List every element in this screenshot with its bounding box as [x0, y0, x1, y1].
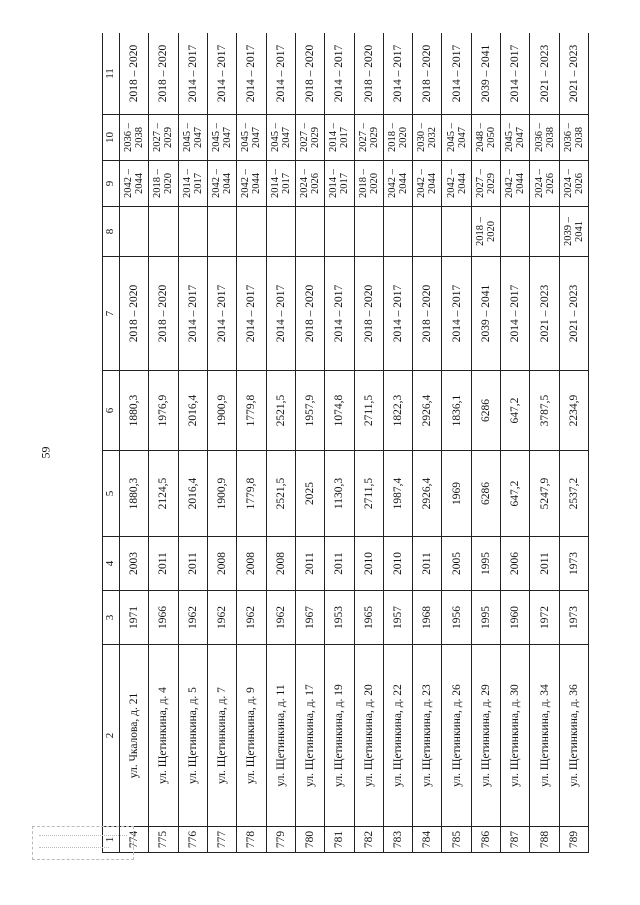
table-row: [149, 33, 178, 853]
cell-c11: 2018 – 2020: [295, 33, 324, 115]
cell-addr: ул. Щетинкина, д. 22: [383, 645, 412, 827]
cell-c7: 2018 – 2020: [295, 257, 324, 371]
cell-c11: 2014 – 2017: [266, 33, 295, 115]
cell-c6: 2234,9: [559, 371, 588, 451]
cell-c11: 2014 – 2017: [178, 33, 207, 115]
cell-c5: 1130,3: [325, 451, 354, 537]
cell-n: 777: [207, 827, 236, 853]
table-row: [442, 33, 471, 853]
cell-c8: [501, 207, 530, 257]
cell-c10: 2045 – 2047: [266, 115, 295, 161]
housing-table: [102, 33, 589, 853]
cell-c3: 1953: [325, 591, 354, 645]
cell-c8: [237, 207, 266, 257]
cell-c3: 1962: [178, 591, 207, 645]
cell-c10: 2030 – 2032: [413, 115, 442, 161]
cell-addr: ул. Щетинкина, д. 26: [442, 645, 471, 827]
cell-c6: 3787,5: [530, 371, 559, 451]
cell-c4: 2011: [295, 537, 324, 591]
cell-c8: [383, 207, 412, 257]
cell-addr: ул. Щетинкина, д. 9: [237, 645, 266, 827]
cell-c8: [178, 207, 207, 257]
cell-c3: 1966: [149, 591, 178, 645]
cell-c3: 1957: [383, 591, 412, 645]
cell-n: 774: [120, 827, 149, 853]
cell-c6: 647,2: [501, 371, 530, 451]
cell-c6: 1880,3: [120, 371, 149, 451]
cell-c9: 2042 – 2044: [237, 161, 266, 207]
cell-c5: 1987,4: [383, 451, 412, 537]
cell-c8: [442, 207, 471, 257]
cell-c3: 1995: [471, 591, 500, 645]
cell-c10: 2045 – 2047: [207, 115, 236, 161]
table-row: [559, 33, 588, 853]
cell-c4: 2005: [442, 537, 471, 591]
column-header: 9: [103, 161, 120, 207]
cell-n: 784: [413, 827, 442, 853]
cell-c9: 2042 – 2044: [120, 161, 149, 207]
cell-c7: 2014 – 2017: [383, 257, 412, 371]
cell-c4: 2008: [266, 537, 295, 591]
cell-c6: 2926,4: [413, 371, 442, 451]
column-header: 6: [103, 371, 120, 451]
cell-c5: 2926,4: [413, 451, 442, 537]
cell-c6: 1976,9: [149, 371, 178, 451]
cell-c4: 2006: [501, 537, 530, 591]
cell-addr: ул. Щетинкина, д. 36: [559, 645, 588, 827]
cell-c6: 1779,8: [237, 371, 266, 451]
cell-c7: 2014 – 2017: [266, 257, 295, 371]
cell-n: 775: [149, 827, 178, 853]
cell-c11: 2039 – 2041: [471, 33, 500, 115]
header-row: [103, 33, 120, 853]
table-row: [354, 33, 383, 853]
cell-c8: [295, 207, 324, 257]
cell-c3: 1956: [442, 591, 471, 645]
cell-c10: 2045 – 2047: [237, 115, 266, 161]
table-row: [266, 33, 295, 853]
cell-c11: 2021 – 2023: [530, 33, 559, 115]
corner-stamp: [32, 826, 134, 860]
cell-c4: 1973: [559, 537, 588, 591]
cell-c7: 2014 – 2017: [442, 257, 471, 371]
cell-c5: 1880,3: [120, 451, 149, 537]
cell-c11: 2014 – 2017: [383, 33, 412, 115]
cell-c6: 1900,9: [207, 371, 236, 451]
cell-c10: 2036 – 2038: [530, 115, 559, 161]
table-row: [178, 33, 207, 853]
table-container: [102, 33, 589, 853]
cell-c8: [120, 207, 149, 257]
cell-c3: 1962: [266, 591, 295, 645]
cell-c7: 2014 – 2017: [178, 257, 207, 371]
cell-c10: 2045 – 2047: [501, 115, 530, 161]
cell-addr: ул. Щетинкина, д. 7: [207, 645, 236, 827]
cell-c9: 2024 – 2026: [295, 161, 324, 207]
cell-c9: 2042 – 2044: [207, 161, 236, 207]
cell-c5: 2016,4: [178, 451, 207, 537]
cell-n: 782: [354, 827, 383, 853]
cell-c4: 2008: [237, 537, 266, 591]
cell-c11: 2018 – 2020: [354, 33, 383, 115]
cell-c9: 2024 – 2026: [559, 161, 588, 207]
column-header: 2: [103, 645, 120, 827]
cell-addr: ул. Щетинкина, д. 11: [266, 645, 295, 827]
cell-n: 787: [501, 827, 530, 853]
cell-addr: ул. Чкалова, д. 21: [120, 645, 149, 827]
cell-c11: 2021 – 2023: [559, 33, 588, 115]
cell-c3: 1965: [354, 591, 383, 645]
cell-c9: 2027 – 2029: [471, 161, 500, 207]
cell-c10: 2036 – 2038: [559, 115, 588, 161]
cell-c5: 1900,9: [207, 451, 236, 537]
cell-c9: 2018 – 2020: [149, 161, 178, 207]
cell-n: 783: [383, 827, 412, 853]
cell-c4: 1995: [471, 537, 500, 591]
table-row: [295, 33, 324, 853]
cell-c5: 5247,9: [530, 451, 559, 537]
cell-c11: 2014 – 2017: [501, 33, 530, 115]
cell-c7: 2014 – 2017: [501, 257, 530, 371]
cell-c3: 1971: [120, 591, 149, 645]
cell-c6: 6286: [471, 371, 500, 451]
column-header: 7: [103, 257, 120, 371]
cell-c7: 2021 – 2023: [530, 257, 559, 371]
table-row: [120, 33, 149, 853]
cell-c7: 2014 – 2017: [207, 257, 236, 371]
cell-c7: 2018 – 2020: [149, 257, 178, 371]
cell-c9: 2014 – 2017: [325, 161, 354, 207]
cell-c10: 2027 – 2029: [295, 115, 324, 161]
cell-c11: 2014 – 2017: [237, 33, 266, 115]
cell-c3: 1972: [530, 591, 559, 645]
cell-addr: ул. Щетинкина, д. 20: [354, 645, 383, 827]
column-header: 1: [103, 827, 120, 853]
cell-addr: ул. Щетинкина, д. 19: [325, 645, 354, 827]
cell-n: 788: [530, 827, 559, 853]
column-header: 5: [103, 451, 120, 537]
cell-c5: 1969: [442, 451, 471, 537]
cell-n: 781: [325, 827, 354, 853]
table-row: [501, 33, 530, 853]
cell-addr: ул. Щетинкина, д. 4: [149, 645, 178, 827]
cell-c6: 2521,5: [266, 371, 295, 451]
cell-c4: 2008: [207, 537, 236, 591]
cell-addr: ул. Щетинкина, д. 34: [530, 645, 559, 827]
cell-c10: 2027 – 2029: [354, 115, 383, 161]
cell-c8: 2039 – 2041: [559, 207, 588, 257]
cell-c7: 2014 – 2017: [325, 257, 354, 371]
column-header: 11: [103, 33, 120, 115]
cell-n: 786: [471, 827, 500, 853]
cell-c11: 2018 – 2020: [413, 33, 442, 115]
cell-c8: [266, 207, 295, 257]
cell-c8: [354, 207, 383, 257]
cell-c11: 2018 – 2020: [149, 33, 178, 115]
cell-c10: 2045 – 2047: [178, 115, 207, 161]
cell-n: 776: [178, 827, 207, 853]
cell-c10: 2027 – 2029: [149, 115, 178, 161]
cell-n: 778: [237, 827, 266, 853]
cell-c4: 2003: [120, 537, 149, 591]
cell-c5: 2025: [295, 451, 324, 537]
table-row: [530, 33, 559, 853]
cell-c3: 1967: [295, 591, 324, 645]
cell-c9: 2014 – 2017: [178, 161, 207, 207]
cell-c10: 2045 – 2047: [442, 115, 471, 161]
cell-addr: ул. Щетинкина, д. 30: [501, 645, 530, 827]
cell-c4: 2011: [149, 537, 178, 591]
cell-c10: 2048 – 2050: [471, 115, 500, 161]
table-row: [471, 33, 500, 853]
table-row: [207, 33, 236, 853]
cell-c9: 2014 – 2017: [266, 161, 295, 207]
cell-addr: ул. Щетинкина, д. 23: [413, 645, 442, 827]
cell-c3: 1962: [207, 591, 236, 645]
cell-c8: 2018 – 2020: [471, 207, 500, 257]
cell-c4: 2011: [325, 537, 354, 591]
table-row: [413, 33, 442, 853]
cell-c5: 647,2: [501, 451, 530, 537]
cell-n: 780: [295, 827, 324, 853]
cell-c7: 2014 – 2017: [237, 257, 266, 371]
cell-c6: 1074,8: [325, 371, 354, 451]
cell-c11: 2014 – 2017: [207, 33, 236, 115]
column-header: 8: [103, 207, 120, 257]
cell-c8: [413, 207, 442, 257]
cell-c9: 2042 – 2044: [442, 161, 471, 207]
cell-c10: 2018 – 2020: [383, 115, 412, 161]
cell-c4: 2010: [354, 537, 383, 591]
cell-c11: 2014 – 2017: [325, 33, 354, 115]
cell-c6: 1836,1: [442, 371, 471, 451]
cell-c3: 1973: [559, 591, 588, 645]
cell-c4: 2011: [413, 537, 442, 591]
cell-c5: 1779,8: [237, 451, 266, 537]
cell-c3: 1960: [501, 591, 530, 645]
cell-c8: [325, 207, 354, 257]
cell-c10: 2036 – 2038: [120, 115, 149, 161]
cell-addr: ул. Щетинкина, д. 5: [178, 645, 207, 827]
column-header: 10: [103, 115, 120, 161]
cell-c7: 2021 – 2023: [559, 257, 588, 371]
cell-c6: 2711,5: [354, 371, 383, 451]
cell-c5: 2537,2: [559, 451, 588, 537]
cell-c10: 2014 – 2017: [325, 115, 354, 161]
table-body: [120, 33, 589, 853]
cell-c7: 2018 – 2020: [413, 257, 442, 371]
cell-c9: 2018 – 2020: [354, 161, 383, 207]
cell-c9: 2042 – 2044: [413, 161, 442, 207]
table-row: [383, 33, 412, 853]
cell-c11: 2018 – 2020: [120, 33, 149, 115]
cell-n: 789: [559, 827, 588, 853]
cell-c6: 2016,4: [178, 371, 207, 451]
cell-c5: 2521,5: [266, 451, 295, 537]
cell-c4: 2011: [530, 537, 559, 591]
cell-addr: ул. Щетинкина, д. 29: [471, 645, 500, 827]
page-number: 59: [38, 446, 53, 459]
cell-c5: 2124,5: [149, 451, 178, 537]
cell-c9: 2042 – 2044: [383, 161, 412, 207]
cell-c4: 2010: [383, 537, 412, 591]
cell-c8: [530, 207, 559, 257]
cell-c7: 2039 – 2041: [471, 257, 500, 371]
cell-c3: 1968: [413, 591, 442, 645]
cell-c6: 1957,9: [295, 371, 324, 451]
table-row: [237, 33, 266, 853]
cell-c3: 1962: [237, 591, 266, 645]
cell-c8: [207, 207, 236, 257]
cell-addr: ул. Щетинкина, д. 17: [295, 645, 324, 827]
cell-n: 779: [266, 827, 295, 853]
cell-c4: 2011: [178, 537, 207, 591]
cell-c6: 1822,3: [383, 371, 412, 451]
cell-c5: 6286: [471, 451, 500, 537]
cell-c7: 2018 – 2020: [354, 257, 383, 371]
cell-c5: 2711,5: [354, 451, 383, 537]
table-row: [325, 33, 354, 853]
cell-n: 785: [442, 827, 471, 853]
cell-c9: 2042 – 2044: [501, 161, 530, 207]
cell-c8: [149, 207, 178, 257]
cell-c9: 2024 – 2026: [530, 161, 559, 207]
cell-c11: 2014 – 2017: [442, 33, 471, 115]
cell-c7: 2018 – 2020: [120, 257, 149, 371]
column-header: 4: [103, 537, 120, 591]
column-header: 3: [103, 591, 120, 645]
